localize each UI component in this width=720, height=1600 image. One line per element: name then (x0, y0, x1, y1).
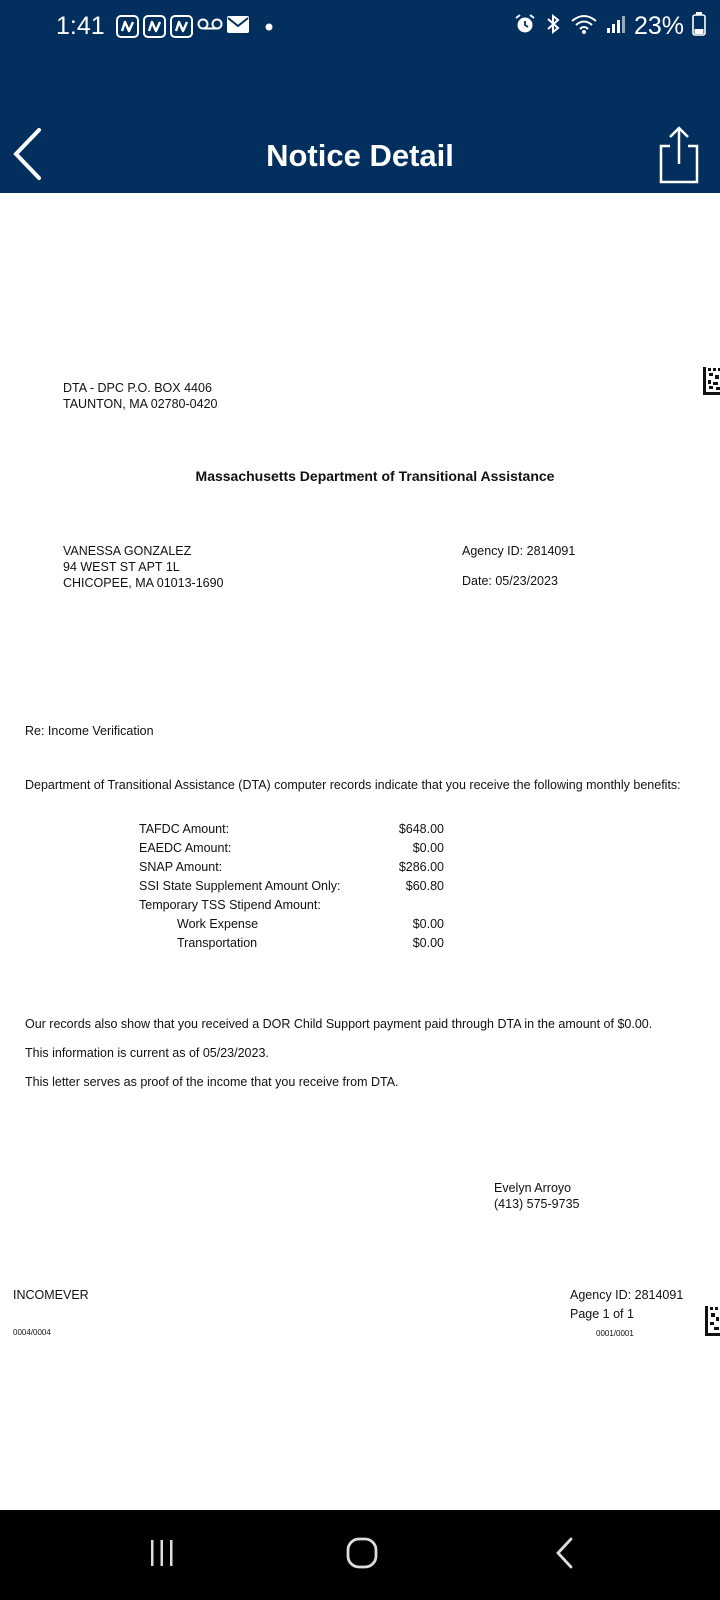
app-notification-icon (143, 15, 166, 38)
notice-date: Date: 05/23/2023 (462, 574, 558, 588)
signer-name: Evelyn Arroyo (494, 1181, 572, 1195)
status-time: 1:41 (56, 12, 105, 40)
share-button[interactable] (656, 124, 702, 184)
benefit-label: TAFDC Amount: (139, 822, 230, 836)
voicemail-icon (197, 17, 223, 36)
app-notification-icon (170, 15, 193, 38)
recents-button[interactable] (132, 1530, 192, 1580)
back-icon (553, 1536, 577, 1575)
battery-icon (692, 12, 706, 41)
home-icon (345, 1536, 379, 1575)
battery-percent: 23% (633, 12, 684, 40)
home-button[interactable] (332, 1530, 392, 1580)
footer-agency-id: Agency ID: 2814091 (570, 1288, 684, 1302)
benefit-label: Temporary TSS Stipend Amount: (139, 898, 321, 912)
barcode-image (704, 1305, 720, 1337)
benefit-amount: $0.00 (412, 936, 444, 950)
department-heading: Massachusetts Department of Transitional Assistance (195, 468, 555, 484)
recipient-line: VANESSA GONZALEZ (63, 544, 192, 558)
signer-phone: (413) 575-9735 (494, 1197, 580, 1211)
current-as-of-paragraph: This information is current as of 05/23/2023. (25, 1046, 269, 1060)
notification-icons (116, 15, 273, 38)
recipient-line: CHICOPEE, MA 01013-1690 (63, 576, 224, 590)
wifi-icon (570, 13, 598, 40)
benefit-label: SNAP Amount: (139, 860, 223, 874)
alarm-icon (514, 13, 536, 40)
notice-document (0, 193, 720, 1510)
intro-paragraph: Department of Transitional Assistance (DTA) computer records indicate that you receive the following monthly benefits: (25, 778, 681, 792)
benefit-label: SSI State Supplement Amount Only: (139, 879, 341, 893)
benefit-label: Work Expense (177, 917, 259, 931)
recents-icon (147, 1538, 177, 1573)
benefit-label: Transportation (177, 936, 258, 950)
re-line: Re: Income Verification (25, 724, 154, 738)
system-status-icons (514, 12, 706, 41)
footer-code: INCOMEVER (13, 1288, 89, 1302)
app-bar (0, 54, 720, 193)
page-number: Page 1 of 1 (570, 1307, 634, 1321)
status-bar (0, 0, 720, 54)
benefit-amount: $60.80 (405, 879, 444, 893)
app-notification-icon (116, 15, 139, 38)
proof-paragraph: This letter serves as proof of the income that you receive from DTA. (25, 1075, 399, 1089)
barcode-image (702, 366, 720, 396)
benefit-amount: $286.00 (398, 860, 444, 874)
system-nav-bar (0, 1510, 720, 1600)
recipient-line: 94 WEST ST APT 1L (63, 560, 180, 574)
benefit-amount: $0.00 (412, 917, 444, 931)
bluetooth-icon (544, 13, 562, 40)
benefit-amount: $648.00 (398, 822, 444, 836)
dot-icon (265, 18, 273, 36)
email-icon (227, 16, 249, 38)
benefit-label: EAEDC Amount: (139, 841, 232, 855)
return-address-line: TAUNTON, MA 02780-0420 (63, 397, 218, 411)
back-nav-button[interactable] (535, 1530, 595, 1580)
return-address-line: DTA - DPC P.O. BOX 4406 (63, 381, 212, 395)
signal-icon (606, 13, 626, 40)
share-icon (656, 171, 702, 188)
benefit-amount: $0.00 (412, 841, 444, 855)
agency-id: Agency ID: 2814091 (462, 544, 576, 558)
footer-sequence: 0004/0004 (13, 1328, 51, 1337)
child-support-paragraph: Our records also show that you received a DOR Child Support payment paid through DTA in the amount of $0.00. (25, 1017, 653, 1031)
page-title: Notice Detail (266, 138, 454, 173)
footer-sequence: 0001/0001 (596, 1329, 634, 1338)
